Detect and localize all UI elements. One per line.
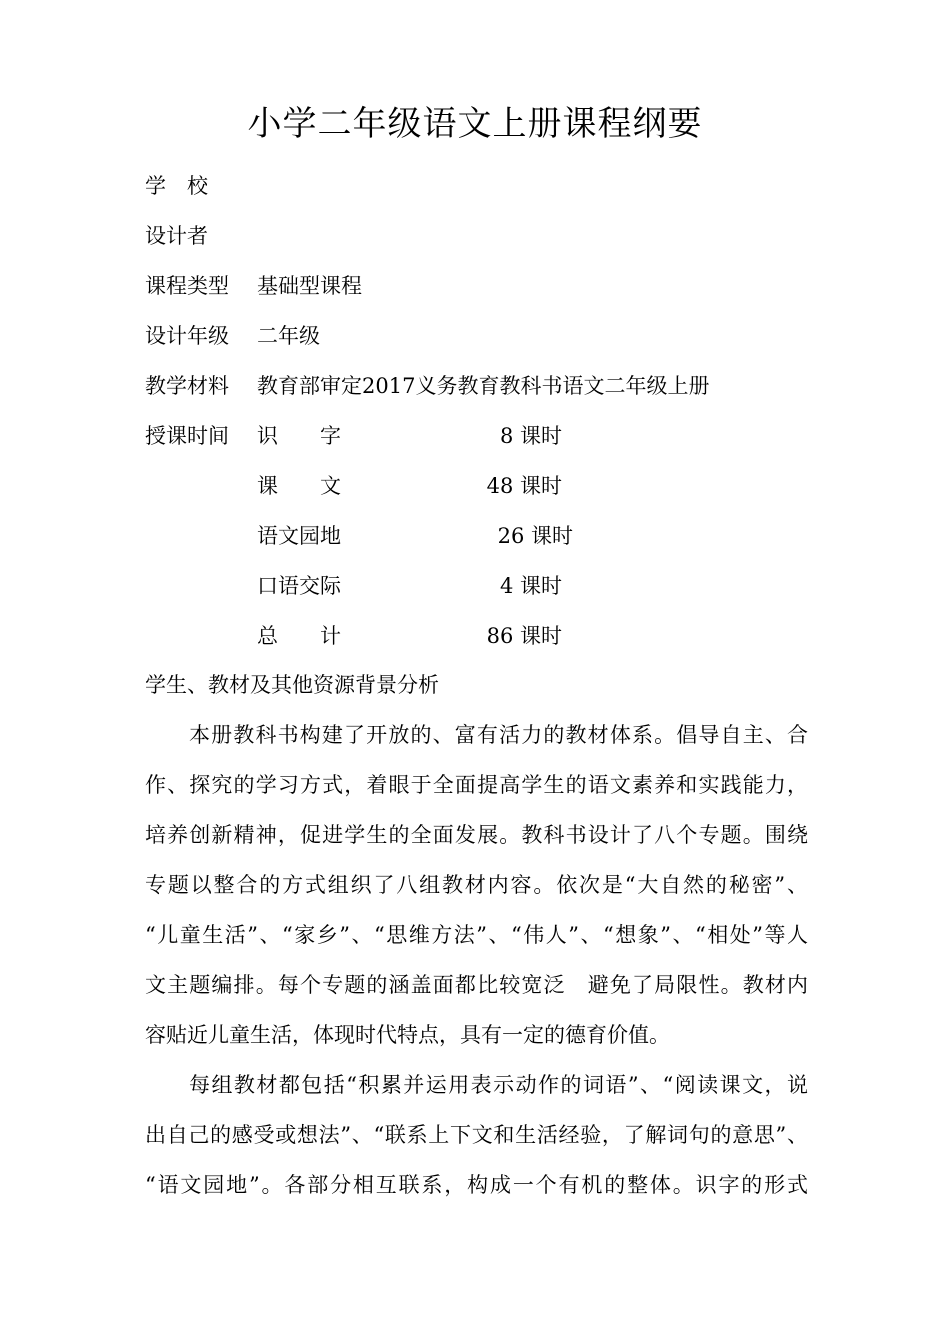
- paragraph-line: 文主题编排。每个专题的涵盖面都比较宽泛 避免了局限性。教材内: [145, 973, 808, 997]
- schedule-item: 口语交际: [257, 574, 341, 598]
- section-heading: 学生、教材及其他资源背景分析: [145, 673, 439, 697]
- paragraph-materials: [145, 1060, 808, 1210]
- schedule-hours: 4 课时: [499, 574, 562, 598]
- schedule-item: 课 文: [257, 474, 341, 498]
- schedule-hours: 26 课时: [497, 524, 573, 548]
- paragraph-line: “语文园地”。各部分相互联系，构成一个有机的整体。识字的形式: [145, 1173, 808, 1197]
- page-title: 小学二年级语文上册课程纲要: [247, 104, 703, 144]
- schedule-item: 识 字: [257, 424, 341, 448]
- paragraph-line: 出自己的感受或想法”、“联系上下文和生活经验，了解词句的意思”、: [145, 1123, 808, 1147]
- material-value: 教育部审定2017义务教育教科书语文二年级上册: [257, 374, 710, 398]
- grade-label: 设计年级: [145, 324, 229, 348]
- course-type-value: 基础型课程: [257, 274, 362, 298]
- schedule-hours: 86 课时: [486, 624, 562, 648]
- grade-value: 二年级: [257, 324, 320, 348]
- paragraph-line: 容贴近儿童生活，体现时代特点，具有一定的德育价值。: [145, 1023, 670, 1047]
- schedule-hours: 48 课时: [486, 474, 562, 498]
- material-label: 教学材料: [145, 374, 229, 398]
- paragraph-line: 作、探究的学习方式，着眼于全面提高学生的语文素养和实践能力，: [145, 773, 808, 797]
- time-label: 授课时间: [145, 424, 229, 448]
- schedule-hours: 8 课时: [499, 424, 562, 448]
- paragraph-background: [145, 710, 808, 1060]
- schedule-item: 语文园地: [257, 524, 341, 548]
- designer-label: 设计者: [145, 224, 208, 248]
- course-type-label: 课程类型: [145, 274, 229, 298]
- schedule-item: 总 计: [257, 624, 341, 648]
- paragraph-line: 专题以整合的方式组织了八组教材内容。依次是“大自然的秘密”、: [145, 873, 808, 897]
- paragraph-line: 每组教材都包括“积累并运用表示动作的词语”、“阅读课文，说: [189, 1073, 808, 1097]
- school-label: 学 校: [145, 174, 208, 198]
- paragraph-line: 培养创新精神，促进学生的全面发展。教科书设计了八个专题。围绕: [145, 823, 808, 847]
- paragraph-line: “儿童生活”、“家乡”、“思维方法”、“伟人”、“想象”、“相处”等人: [145, 923, 808, 947]
- paragraph-line: 本册教科书构建了开放的、富有活力的教材体系。倡导自主、合: [189, 723, 808, 747]
